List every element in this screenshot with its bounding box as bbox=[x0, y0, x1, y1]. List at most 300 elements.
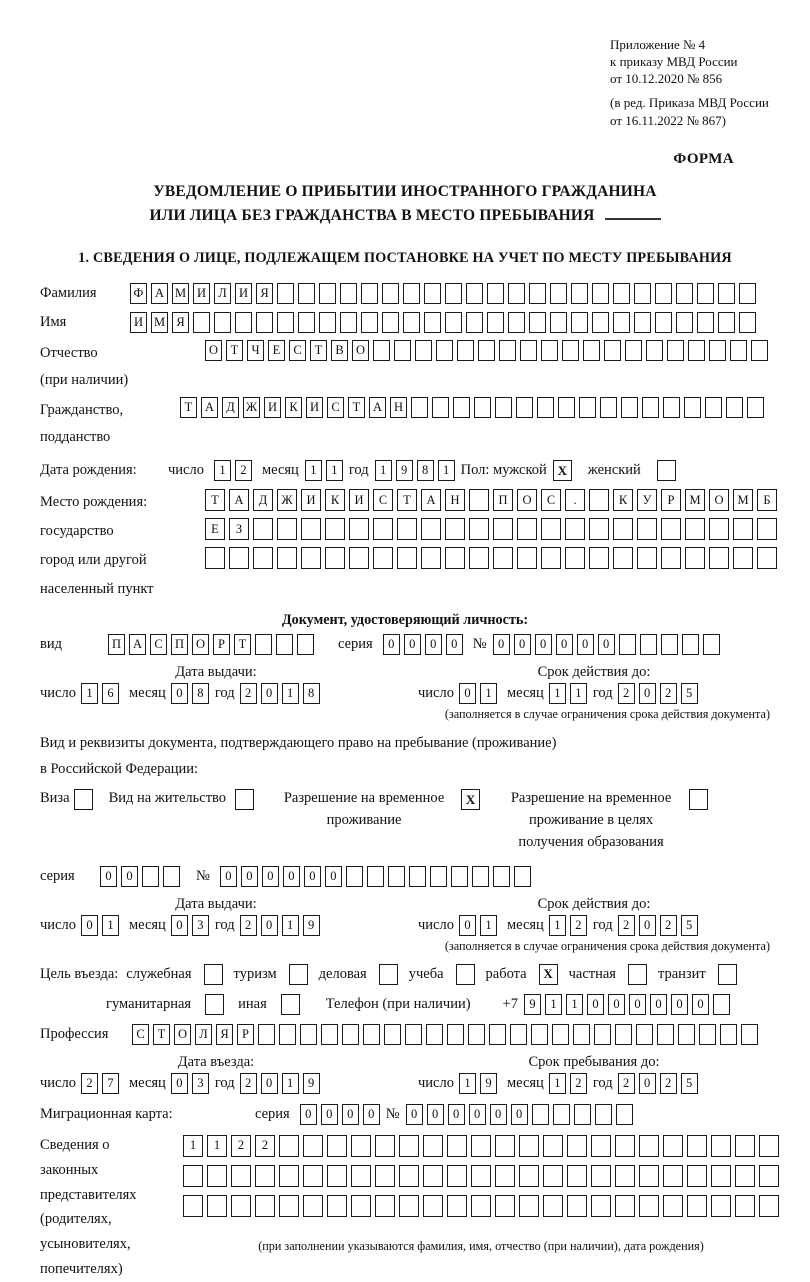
char-cell[interactable]: Т bbox=[310, 340, 327, 361]
char-cell[interactable]: Е bbox=[268, 340, 285, 361]
char-cell[interactable] bbox=[550, 283, 567, 304]
char-cell[interactable] bbox=[713, 994, 730, 1015]
char-cell[interactable] bbox=[451, 866, 468, 887]
char-cell[interactable] bbox=[361, 312, 378, 333]
char-cell[interactable] bbox=[508, 283, 525, 304]
char-cell[interactable]: 0 bbox=[629, 994, 646, 1015]
char-cell[interactable] bbox=[711, 1135, 731, 1157]
char-cell[interactable]: 0 bbox=[493, 634, 510, 655]
char-cell[interactable]: Т bbox=[348, 397, 365, 418]
char-cell[interactable]: 1 bbox=[480, 915, 497, 936]
char-cell[interactable] bbox=[207, 1195, 227, 1217]
char-cell[interactable]: 1 bbox=[282, 915, 299, 936]
char-cell[interactable] bbox=[489, 1024, 506, 1045]
char-cell[interactable]: 0 bbox=[425, 634, 442, 655]
char-cell[interactable]: 0 bbox=[511, 1104, 528, 1125]
char-cell[interactable] bbox=[349, 547, 369, 569]
char-cell[interactable] bbox=[231, 1165, 251, 1187]
char-cell[interactable] bbox=[508, 312, 525, 333]
char-cell[interactable]: Т bbox=[180, 397, 197, 418]
char-cell[interactable]: Т bbox=[205, 489, 225, 511]
char-cell[interactable] bbox=[421, 547, 441, 569]
char-cell[interactable] bbox=[741, 1024, 758, 1045]
char-cell[interactable] bbox=[277, 518, 297, 540]
char-cell[interactable]: Т bbox=[397, 489, 417, 511]
char-cell[interactable]: 0 bbox=[448, 1104, 465, 1125]
entry-day-cells[interactable] bbox=[81, 1073, 119, 1094]
stay-month-cells[interactable] bbox=[549, 1073, 587, 1094]
char-cell[interactable]: С bbox=[289, 340, 306, 361]
char-cell[interactable]: А bbox=[421, 489, 441, 511]
char-cell[interactable] bbox=[711, 1165, 731, 1187]
patronymic-cells[interactable] bbox=[205, 340, 768, 361]
char-cell[interactable]: 5 bbox=[681, 683, 698, 704]
char-cell[interactable] bbox=[375, 1135, 395, 1157]
char-cell[interactable] bbox=[279, 1195, 299, 1217]
char-cell[interactable] bbox=[388, 866, 405, 887]
char-cell[interactable]: 1 bbox=[282, 1073, 299, 1094]
char-cell[interactable] bbox=[495, 1135, 515, 1157]
char-cell[interactable]: 8 bbox=[303, 683, 320, 704]
char-cell[interactable] bbox=[639, 1195, 659, 1217]
char-cell[interactable] bbox=[367, 866, 384, 887]
char-cell[interactable]: 0 bbox=[220, 866, 237, 887]
char-cell[interactable] bbox=[403, 283, 420, 304]
char-cell[interactable] bbox=[661, 518, 681, 540]
entry-month-cells[interactable] bbox=[171, 1073, 209, 1094]
char-cell[interactable] bbox=[592, 312, 609, 333]
char-cell[interactable]: Ж bbox=[277, 489, 297, 511]
char-cell[interactable] bbox=[445, 283, 462, 304]
char-cell[interactable]: 8 bbox=[192, 683, 209, 704]
residence-issue-year-cells[interactable] bbox=[240, 915, 320, 936]
char-cell[interactable] bbox=[616, 1104, 633, 1125]
char-cell[interactable]: 9 bbox=[303, 1073, 320, 1094]
char-cell[interactable]: О bbox=[174, 1024, 191, 1045]
char-cell[interactable] bbox=[541, 340, 558, 361]
char-cell[interactable]: 0 bbox=[121, 866, 138, 887]
char-cell[interactable] bbox=[426, 1024, 443, 1045]
char-cell[interactable]: С bbox=[327, 397, 344, 418]
birth-place-cells-row3[interactable] bbox=[205, 547, 777, 569]
char-cell[interactable] bbox=[276, 634, 293, 655]
char-cell[interactable]: 1 bbox=[549, 1073, 566, 1094]
char-cell[interactable] bbox=[495, 397, 512, 418]
char-cell[interactable] bbox=[550, 312, 567, 333]
char-cell[interactable]: Л bbox=[214, 283, 231, 304]
char-cell[interactable]: К bbox=[285, 397, 302, 418]
char-cell[interactable] bbox=[327, 1165, 347, 1187]
birth-place-cells-row1[interactable] bbox=[205, 489, 777, 511]
char-cell[interactable]: 1 bbox=[102, 915, 119, 936]
char-cell[interactable]: У bbox=[637, 489, 657, 511]
char-cell[interactable] bbox=[529, 312, 546, 333]
char-cell[interactable] bbox=[615, 1024, 632, 1045]
char-cell[interactable] bbox=[517, 547, 537, 569]
char-cell[interactable] bbox=[735, 1195, 755, 1217]
char-cell[interactable] bbox=[726, 397, 743, 418]
char-cell[interactable] bbox=[399, 1195, 419, 1217]
char-cell[interactable]: 2 bbox=[570, 1073, 587, 1094]
char-cell[interactable]: О bbox=[352, 340, 369, 361]
char-cell[interactable] bbox=[469, 489, 489, 511]
char-cell[interactable]: Б bbox=[757, 489, 777, 511]
char-cell[interactable] bbox=[303, 1135, 323, 1157]
entry-year-cells[interactable] bbox=[240, 1073, 320, 1094]
purpose-ucheba-checkbox[interactable] bbox=[456, 964, 475, 985]
char-cell[interactable] bbox=[421, 518, 441, 540]
char-cell[interactable] bbox=[615, 1195, 635, 1217]
char-cell[interactable]: В bbox=[331, 340, 348, 361]
char-cell[interactable] bbox=[655, 312, 672, 333]
char-cell[interactable]: П bbox=[493, 489, 513, 511]
char-cell[interactable] bbox=[471, 1195, 491, 1217]
char-cell[interactable] bbox=[423, 1135, 443, 1157]
purpose-rabota-checkbox[interactable]: X bbox=[539, 964, 558, 985]
char-cell[interactable]: 2 bbox=[660, 915, 677, 936]
birth-year-cells[interactable] bbox=[375, 460, 455, 481]
char-cell[interactable] bbox=[424, 312, 441, 333]
char-cell[interactable] bbox=[705, 397, 722, 418]
char-cell[interactable] bbox=[739, 283, 756, 304]
char-cell[interactable]: 2 bbox=[570, 915, 587, 936]
char-cell[interactable] bbox=[183, 1165, 203, 1187]
char-cell[interactable] bbox=[685, 518, 705, 540]
char-cell[interactable]: 0 bbox=[261, 683, 278, 704]
char-cell[interactable]: 0 bbox=[535, 634, 552, 655]
char-cell[interactable] bbox=[472, 866, 489, 887]
char-cell[interactable]: Н bbox=[390, 397, 407, 418]
surname-cells[interactable] bbox=[130, 283, 756, 304]
char-cell[interactable]: Р bbox=[661, 489, 681, 511]
residence-issue-month-cells[interactable] bbox=[171, 915, 209, 936]
char-cell[interactable]: 6 bbox=[102, 683, 119, 704]
char-cell[interactable] bbox=[621, 397, 638, 418]
char-cell[interactable] bbox=[571, 283, 588, 304]
char-cell[interactable]: 2 bbox=[255, 1135, 275, 1157]
phone-cells[interactable] bbox=[524, 994, 730, 1015]
char-cell[interactable] bbox=[520, 340, 537, 361]
char-cell[interactable]: М bbox=[172, 283, 189, 304]
char-cell[interactable]: 2 bbox=[618, 1073, 635, 1094]
char-cell[interactable] bbox=[565, 518, 585, 540]
char-cell[interactable] bbox=[687, 1165, 707, 1187]
char-cell[interactable] bbox=[405, 1024, 422, 1045]
char-cell[interactable] bbox=[751, 340, 768, 361]
char-cell[interactable] bbox=[495, 1195, 515, 1217]
char-cell[interactable]: Д bbox=[253, 489, 273, 511]
char-cell[interactable]: Ч bbox=[247, 340, 264, 361]
char-cell[interactable] bbox=[640, 634, 657, 655]
char-cell[interactable] bbox=[363, 1024, 380, 1045]
char-cell[interactable]: Р bbox=[213, 634, 230, 655]
char-cell[interactable]: 5 bbox=[681, 1073, 698, 1094]
char-cell[interactable] bbox=[699, 1024, 716, 1045]
residence-expiry-day-cells[interactable] bbox=[459, 915, 497, 936]
char-cell[interactable]: 0 bbox=[261, 915, 278, 936]
char-cell[interactable] bbox=[397, 518, 417, 540]
char-cell[interactable]: 3 bbox=[192, 915, 209, 936]
char-cell[interactable]: 9 bbox=[524, 994, 541, 1015]
char-cell[interactable]: И bbox=[193, 283, 210, 304]
char-cell[interactable]: П bbox=[171, 634, 188, 655]
char-cell[interactable] bbox=[382, 312, 399, 333]
char-cell[interactable] bbox=[667, 340, 684, 361]
char-cell[interactable] bbox=[453, 397, 470, 418]
char-cell[interactable]: 0 bbox=[598, 634, 615, 655]
char-cell[interactable] bbox=[277, 312, 294, 333]
char-cell[interactable] bbox=[301, 518, 321, 540]
char-cell[interactable]: М bbox=[733, 489, 753, 511]
char-cell[interactable] bbox=[709, 547, 729, 569]
char-cell[interactable]: И bbox=[264, 397, 281, 418]
char-cell[interactable] bbox=[733, 518, 753, 540]
char-cell[interactable] bbox=[676, 283, 693, 304]
char-cell[interactable] bbox=[589, 489, 609, 511]
char-cell[interactable] bbox=[256, 312, 273, 333]
char-cell[interactable]: Я bbox=[172, 312, 189, 333]
char-cell[interactable]: 0 bbox=[383, 634, 400, 655]
char-cell[interactable] bbox=[423, 1195, 443, 1217]
char-cell[interactable] bbox=[558, 397, 575, 418]
char-cell[interactable] bbox=[466, 283, 483, 304]
char-cell[interactable] bbox=[432, 397, 449, 418]
char-cell[interactable] bbox=[447, 1135, 467, 1157]
char-cell[interactable] bbox=[711, 1195, 731, 1217]
char-cell[interactable]: 1 bbox=[183, 1135, 203, 1157]
char-cell[interactable]: 1 bbox=[375, 460, 392, 481]
char-cell[interactable]: 1 bbox=[549, 915, 566, 936]
char-cell[interactable] bbox=[394, 340, 411, 361]
char-cell[interactable]: 0 bbox=[459, 915, 476, 936]
char-cell[interactable]: 1 bbox=[566, 994, 583, 1015]
char-cell[interactable] bbox=[613, 283, 630, 304]
char-cell[interactable]: 0 bbox=[427, 1104, 444, 1125]
char-cell[interactable] bbox=[562, 340, 579, 361]
char-cell[interactable]: 0 bbox=[342, 1104, 359, 1125]
char-cell[interactable] bbox=[478, 340, 495, 361]
char-cell[interactable]: З bbox=[229, 518, 249, 540]
identity-doc-number-cells[interactable] bbox=[493, 634, 720, 655]
char-cell[interactable] bbox=[733, 547, 753, 569]
char-cell[interactable]: 5 bbox=[681, 915, 698, 936]
char-cell[interactable]: 0 bbox=[639, 915, 656, 936]
representatives-cells-row3[interactable] bbox=[183, 1195, 779, 1217]
char-cell[interactable]: 0 bbox=[404, 634, 421, 655]
char-cell[interactable] bbox=[517, 518, 537, 540]
char-cell[interactable] bbox=[340, 283, 357, 304]
char-cell[interactable] bbox=[661, 547, 681, 569]
residence-issue-day-cells[interactable] bbox=[81, 915, 119, 936]
char-cell[interactable] bbox=[229, 547, 249, 569]
char-cell[interactable] bbox=[688, 340, 705, 361]
purpose-delovaya-checkbox[interactable] bbox=[379, 964, 398, 985]
char-cell[interactable] bbox=[543, 1135, 563, 1157]
char-cell[interactable] bbox=[255, 1165, 275, 1187]
sex-male-checkbox[interactable]: X bbox=[553, 460, 572, 481]
char-cell[interactable] bbox=[687, 1135, 707, 1157]
char-cell[interactable] bbox=[697, 312, 714, 333]
profession-cells[interactable] bbox=[132, 1024, 758, 1045]
char-cell[interactable]: 0 bbox=[556, 634, 573, 655]
char-cell[interactable] bbox=[747, 397, 764, 418]
char-cell[interactable] bbox=[697, 283, 714, 304]
char-cell[interactable] bbox=[258, 1024, 275, 1045]
char-cell[interactable] bbox=[594, 1024, 611, 1045]
char-cell[interactable]: Н bbox=[445, 489, 465, 511]
char-cell[interactable] bbox=[423, 1165, 443, 1187]
identity-expiry-day-cells[interactable] bbox=[459, 683, 497, 704]
char-cell[interactable] bbox=[519, 1195, 539, 1217]
char-cell[interactable]: 2 bbox=[240, 1073, 257, 1094]
char-cell[interactable]: 1 bbox=[480, 683, 497, 704]
char-cell[interactable]: 0 bbox=[241, 866, 258, 887]
char-cell[interactable] bbox=[759, 1195, 779, 1217]
char-cell[interactable] bbox=[499, 340, 516, 361]
char-cell[interactable] bbox=[319, 312, 336, 333]
identity-doc-type-cells[interactable] bbox=[108, 634, 314, 655]
char-cell[interactable] bbox=[646, 340, 663, 361]
char-cell[interactable] bbox=[657, 1024, 674, 1045]
char-cell[interactable] bbox=[615, 1135, 635, 1157]
char-cell[interactable] bbox=[253, 547, 273, 569]
char-cell[interactable]: 3 bbox=[192, 1073, 209, 1094]
char-cell[interactable]: 0 bbox=[577, 634, 594, 655]
char-cell[interactable]: М bbox=[685, 489, 705, 511]
purpose-sluzhebnaya-checkbox[interactable] bbox=[204, 964, 223, 985]
char-cell[interactable]: 0 bbox=[171, 683, 188, 704]
char-cell[interactable] bbox=[325, 547, 345, 569]
char-cell[interactable] bbox=[639, 1165, 659, 1187]
char-cell[interactable] bbox=[552, 1024, 569, 1045]
char-cell[interactable] bbox=[684, 397, 701, 418]
char-cell[interactable] bbox=[436, 340, 453, 361]
char-cell[interactable] bbox=[591, 1135, 611, 1157]
char-cell[interactable]: Ф bbox=[130, 283, 147, 304]
char-cell[interactable] bbox=[529, 283, 546, 304]
char-cell[interactable]: 0 bbox=[363, 1104, 380, 1125]
char-cell[interactable] bbox=[532, 1104, 549, 1125]
char-cell[interactable] bbox=[466, 312, 483, 333]
char-cell[interactable] bbox=[205, 547, 225, 569]
char-cell[interactable]: 2 bbox=[240, 915, 257, 936]
char-cell[interactable]: С bbox=[132, 1024, 149, 1045]
char-cell[interactable] bbox=[718, 312, 735, 333]
char-cell[interactable]: 0 bbox=[587, 994, 604, 1015]
char-cell[interactable] bbox=[342, 1024, 359, 1045]
char-cell[interactable]: 0 bbox=[650, 994, 667, 1015]
identity-expiry-year-cells[interactable] bbox=[618, 683, 698, 704]
char-cell[interactable] bbox=[375, 1165, 395, 1187]
char-cell[interactable] bbox=[613, 518, 633, 540]
char-cell[interactable] bbox=[757, 547, 777, 569]
residence-doc-series-cells[interactable] bbox=[100, 866, 180, 887]
char-cell[interactable] bbox=[469, 547, 489, 569]
char-cell[interactable] bbox=[567, 1195, 587, 1217]
char-cell[interactable]: О bbox=[709, 489, 729, 511]
char-cell[interactable]: 0 bbox=[300, 1104, 317, 1125]
char-cell[interactable] bbox=[346, 866, 363, 887]
char-cell[interactable] bbox=[685, 547, 705, 569]
char-cell[interactable]: 2 bbox=[618, 683, 635, 704]
residence-doc-number-cells[interactable] bbox=[220, 866, 531, 887]
char-cell[interactable] bbox=[382, 283, 399, 304]
stay-year-cells[interactable] bbox=[618, 1073, 698, 1094]
char-cell[interactable]: 2 bbox=[660, 1073, 677, 1094]
char-cell[interactable] bbox=[301, 547, 321, 569]
char-cell[interactable] bbox=[193, 312, 210, 333]
char-cell[interactable]: М bbox=[151, 312, 168, 333]
char-cell[interactable] bbox=[589, 547, 609, 569]
char-cell[interactable] bbox=[718, 283, 735, 304]
char-cell[interactable] bbox=[703, 634, 720, 655]
char-cell[interactable] bbox=[447, 1165, 467, 1187]
char-cell[interactable] bbox=[567, 1165, 587, 1187]
char-cell[interactable]: 0 bbox=[608, 994, 625, 1015]
char-cell[interactable]: И bbox=[301, 489, 321, 511]
char-cell[interactable] bbox=[279, 1135, 299, 1157]
char-cell[interactable]: 0 bbox=[459, 683, 476, 704]
char-cell[interactable]: О bbox=[517, 489, 537, 511]
char-cell[interactable] bbox=[543, 1165, 563, 1187]
char-cell[interactable] bbox=[430, 866, 447, 887]
char-cell[interactable] bbox=[424, 283, 441, 304]
purpose-inaya-checkbox[interactable] bbox=[281, 994, 300, 1015]
char-cell[interactable] bbox=[231, 1195, 251, 1217]
char-cell[interactable] bbox=[235, 312, 252, 333]
char-cell[interactable] bbox=[303, 1195, 323, 1217]
char-cell[interactable] bbox=[298, 283, 315, 304]
char-cell[interactable] bbox=[541, 547, 561, 569]
char-cell[interactable]: 1 bbox=[81, 683, 98, 704]
char-cell[interactable] bbox=[595, 1104, 612, 1125]
char-cell[interactable] bbox=[384, 1024, 401, 1045]
char-cell[interactable] bbox=[676, 312, 693, 333]
char-cell[interactable]: Ж bbox=[243, 397, 260, 418]
char-cell[interactable] bbox=[730, 340, 747, 361]
residence-permit-checkbox[interactable] bbox=[235, 789, 254, 810]
char-cell[interactable]: 0 bbox=[325, 866, 342, 887]
char-cell[interactable] bbox=[663, 1135, 683, 1157]
char-cell[interactable] bbox=[375, 1195, 395, 1217]
char-cell[interactable]: 2 bbox=[660, 683, 677, 704]
char-cell[interactable]: 9 bbox=[480, 1073, 497, 1094]
birth-month-cells[interactable] bbox=[305, 460, 343, 481]
char-cell[interactable] bbox=[325, 518, 345, 540]
char-cell[interactable] bbox=[214, 312, 231, 333]
char-cell[interactable]: Я bbox=[256, 283, 273, 304]
char-cell[interactable] bbox=[735, 1135, 755, 1157]
char-cell[interactable] bbox=[625, 340, 642, 361]
char-cell[interactable] bbox=[735, 1165, 755, 1187]
char-cell[interactable] bbox=[634, 283, 651, 304]
stay-day-cells[interactable] bbox=[459, 1073, 497, 1094]
char-cell[interactable] bbox=[661, 634, 678, 655]
given-name-cells[interactable] bbox=[130, 312, 756, 333]
char-cell[interactable] bbox=[303, 1165, 323, 1187]
char-cell[interactable]: 9 bbox=[303, 915, 320, 936]
char-cell[interactable]: 2 bbox=[240, 683, 257, 704]
char-cell[interactable]: А bbox=[229, 489, 249, 511]
char-cell[interactable] bbox=[361, 283, 378, 304]
char-cell[interactable] bbox=[255, 634, 272, 655]
char-cell[interactable] bbox=[487, 312, 504, 333]
identity-issue-day-cells[interactable] bbox=[81, 683, 119, 704]
char-cell[interactable]: А bbox=[129, 634, 146, 655]
char-cell[interactable] bbox=[445, 312, 462, 333]
char-cell[interactable] bbox=[373, 518, 393, 540]
char-cell[interactable]: С bbox=[541, 489, 561, 511]
